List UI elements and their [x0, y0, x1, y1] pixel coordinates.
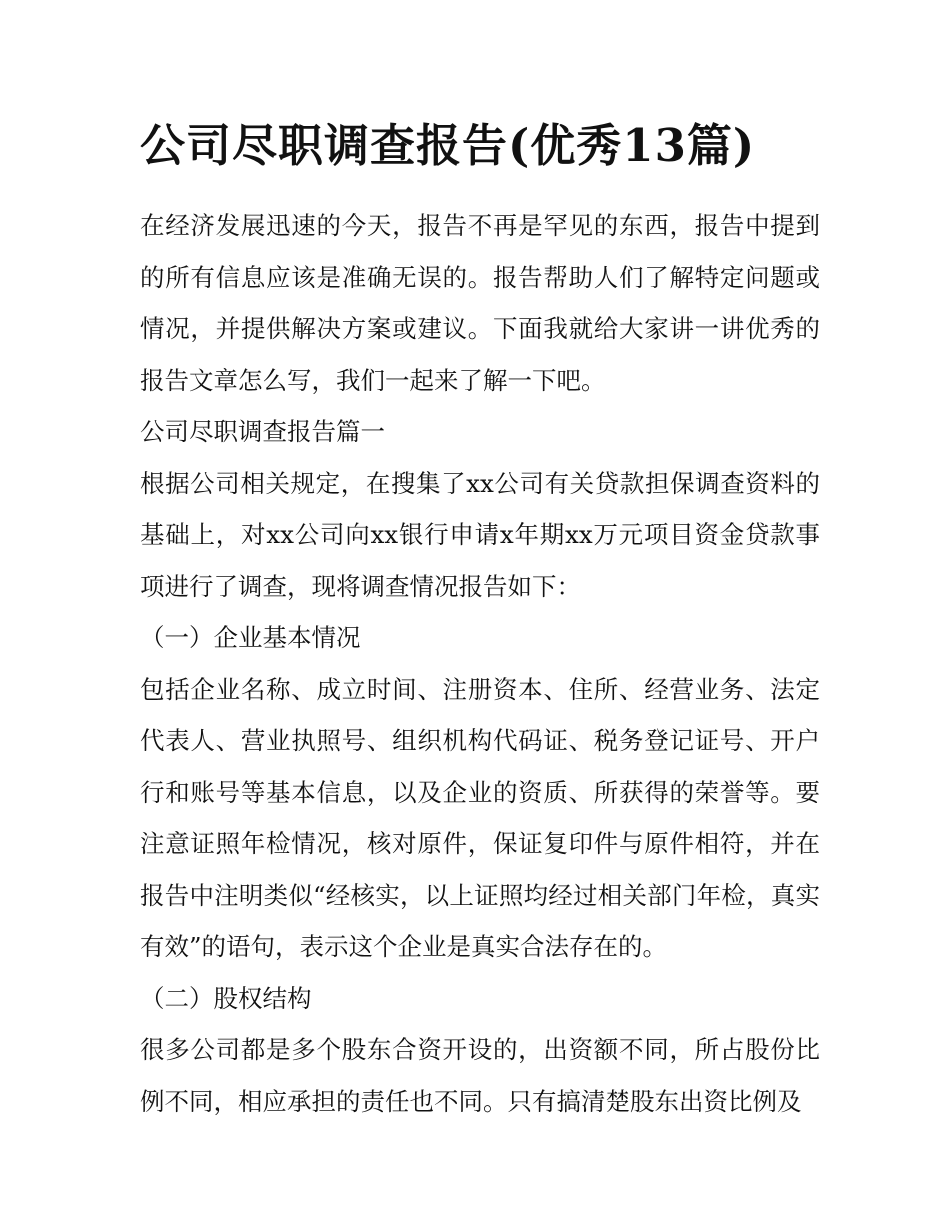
- section-paragraph: 根据公司相关规定，在搜集了xx公司有关贷款担保调查资料的基础上，对xx公司向xx银行申请x年期xx万元项目资金贷款事项进行了调查，现将调查情况报告如下：: [140, 468, 820, 601]
- document-page: [140, 112, 820, 1127]
- equity-paragraph: 很多公司都是多个股东合资开设的，出资额不同，所占股份比例不同，相应承担的责任也不同。只有搞清楚股东出资比例及: [140, 1035, 820, 1116]
- subsection-heading-equity: （二）股权结构: [140, 983, 312, 1013]
- document-title: 公司尽职调查报告(优秀13篇): [140, 119, 756, 172]
- intro-paragraph: 在经济发展迅速的今天，报告不再是罕见的东西，报告中提到的所有信息应该是准确无误的。报告帮助人们了解特定问题或情况，并提供解决方案或建议。下面我就给大家讲一讲优秀的报告文章怎么写，我们一起来了解一下吧。: [140, 211, 820, 395]
- basic-info-paragraph: 包括企业名称、成立时间、注册资本、住所、经营业务、法定代表人、营业执照号、组织机构代码证、税务登记证号、开户行和账号等基本信息，以及企业的资质、所获得的荣誉等。要注意证照年检情况，核对原件，保证复印件与原件相符，并在报告中注明类似“经核实，以上证照均经过相关部门年检，真实有效”的语句，表示这个企业是真实合法存在的。: [140, 674, 820, 961]
- document-body: [140, 200, 820, 1127]
- subsection-heading-basic-info: （一）企业基本情况: [140, 623, 361, 652]
- section-heading: 公司尽职调查报告篇一: [140, 417, 385, 446]
